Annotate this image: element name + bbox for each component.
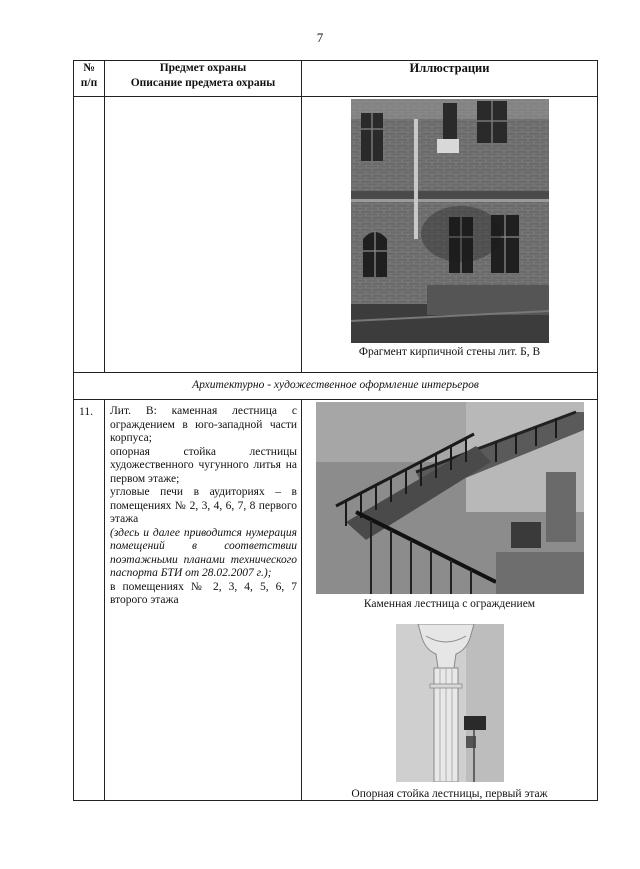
header-subject-description: Описание предмета охраны <box>130 77 276 89</box>
header-number-sublabel: п/п <box>80 77 98 89</box>
empty-description-cell <box>105 97 302 373</box>
description-cell <box>105 400 302 801</box>
description-line-2: опорная стойка лестницы художественного чугунного литья на первом этаже; <box>110 445 297 485</box>
header-subject-label: Предмет охраны <box>159 62 247 74</box>
header-illustrations-label: Иллюстрации <box>409 61 490 75</box>
caption-brick-wall: Фрагмент кирпичной стены лит. Б, В <box>358 346 541 358</box>
description-line-3: угловые печи в аудиториях – в помещениях № 2, 3, 4, 6, 7, 8 первого этажа <box>110 486 297 525</box>
table-row-wall <box>74 97 598 373</box>
brick-wall-photo <box>351 99 549 343</box>
column-photo <box>396 624 504 782</box>
header-illustrations-cell <box>302 61 598 97</box>
staircase-photo <box>316 402 584 594</box>
row-number-cell <box>74 400 105 801</box>
illustration-cell-staircase <box>302 400 598 801</box>
caption-column: Опорная стойка лестницы, первый этаж <box>351 788 548 800</box>
description-line-1: Лит. В: каменная лестница с ограждением в юго-западной части корпуса; <box>110 405 297 444</box>
row-number: 11. <box>79 406 93 418</box>
header-number-cell <box>74 61 105 97</box>
table-header-row <box>74 61 598 97</box>
description-line-5: в помещениях № 2, 3, 4, 5, 6, 7 второго этажа <box>110 580 297 606</box>
empty-number-cell <box>74 97 105 373</box>
illustration-cell-wall <box>302 97 598 373</box>
table-row-11 <box>74 400 598 801</box>
header-number-label: № <box>83 62 95 74</box>
protection-table <box>73 60 598 801</box>
page-number: 7 <box>316 30 324 45</box>
section-title: Архитектурно - художественное оформление интерьеров <box>74 373 598 400</box>
header-subject-cell <box>105 61 302 97</box>
caption-staircase: Каменная лестница с ограждением <box>363 598 536 610</box>
section-title-row <box>74 373 598 400</box>
description-text <box>105 400 301 608</box>
description-line-4: (здесь и далее приводится нумерация помещений в соответствии поэтажными планами технического паспорта БТИ от 28.02.2007 г.); <box>110 526 297 579</box>
